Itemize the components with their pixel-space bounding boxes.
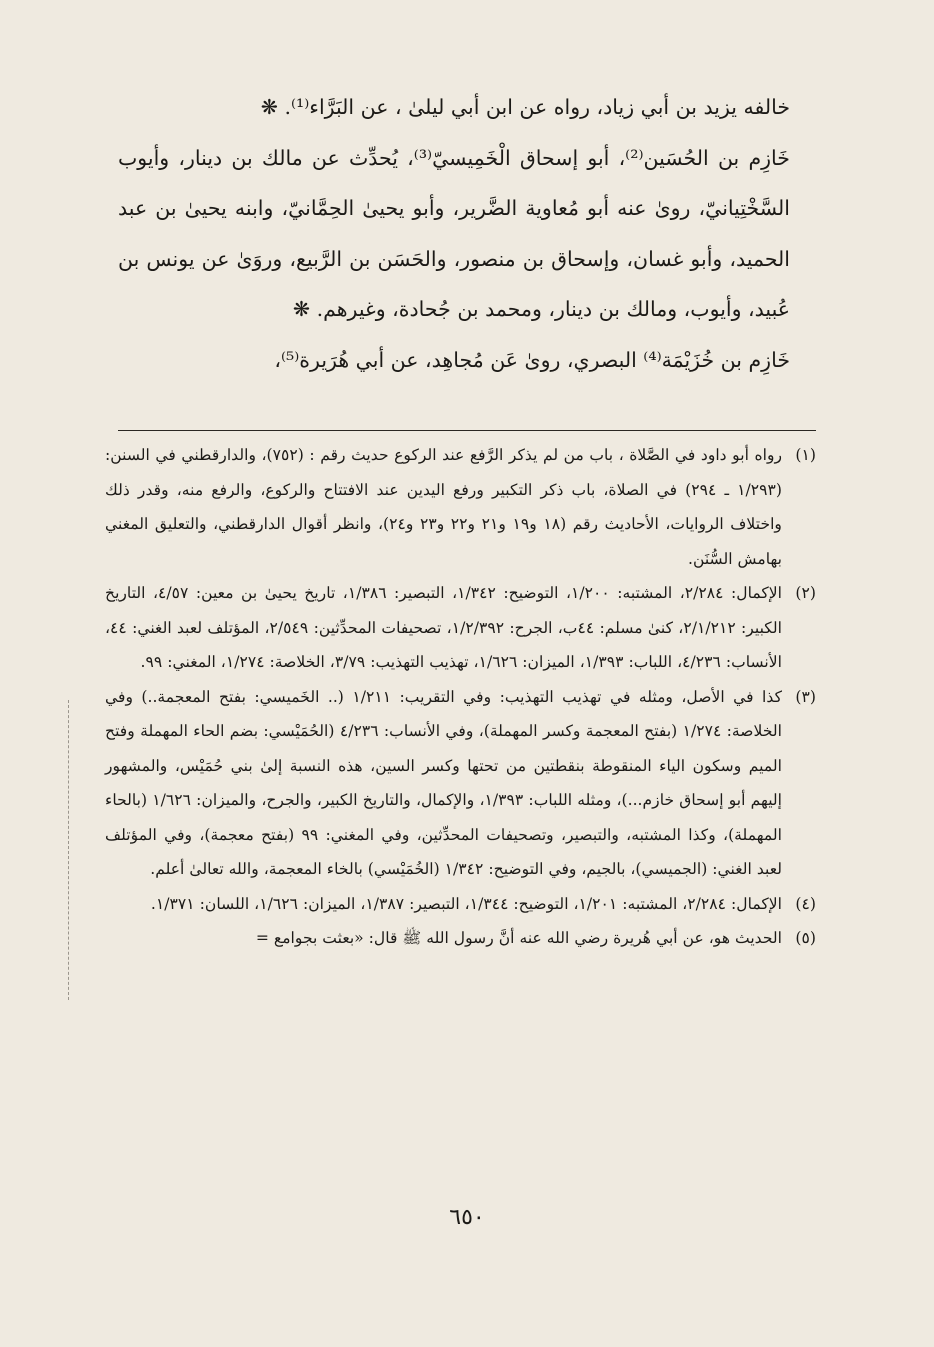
scan-margin-mark bbox=[68, 700, 69, 1000]
footnote-number: (٥) bbox=[795, 929, 816, 947]
footnote-4 bbox=[105, 887, 816, 922]
footnote-separator bbox=[118, 430, 816, 431]
main-text-paragraph-2: خَازِم بن الحُسَين⁽²⁾، أبو إسحاق الْخَمِيسيّ⁽³⁾، يُحدِّث عن مالك بن دينار، وأيوب السَّخْتِيانيّ، روىٰ عنه أبو مُعاوية الضَّرير، وأبو يحيىٰ الحِمَّانيّ، وابنه يحيىٰ بن عبد الحميد، وأبو غسان، وإسحاق بن منصور، والحَسَن بن الرَّبيع، وروَىٰ عن يونس بن عُبيد، وأيوب، ومالك بن دينار، ومحمد بن جُحادة، وغيرهم. ❋ bbox=[118, 145, 790, 321]
footnote-5 bbox=[105, 921, 816, 956]
footnotes bbox=[105, 438, 816, 956]
footnote-text: الإكمال: ٢/٢٨٤، المشتبه: ١/٢٠١، التوضيح: ١/٣٤٤، التبصير: ١/٣٨٧، الميزان: ١/٦٢٦، اللسان: ١/٣٧١. bbox=[150, 894, 782, 913]
footnote-number: (٢) bbox=[795, 584, 816, 602]
footnote-number: (٤) bbox=[795, 894, 816, 913]
footnote-1 bbox=[105, 438, 816, 576]
footnote-text: كذا في الأصل، ومثله في تهذيب التهذيب: وفي التقريب: ١/٢١١ (.. الخَميسي: بفتح المعجمة..) وفي الخلاصة: ١/٢٧٤ (بفتح المعجمة وكسر المهملة)، وفي الأنساب: ٤/٢٣٦ (الحُمَيْسي: بضم الحاء المهملة وفتح الميم وسكون الياء المنقوطة بنقطتين من تحتها وكسر السين، هذه النسبة إلىٰ بني حُمَيْس، والمشهور إليهم أبو إسحاق خازم...)، ومثله اللباب: ١/٣٩٣، والإكمال، والتاريخ الكبير، والجرح، والميزان: ١/٦٢٦ (بالحاء المهملة)، وكذا المشتبه، والتبصير، وتصحيفات المحدِّثين، وفي المغني: ٩٩ (بفتح معجمة)، وفي المؤتلف لعبد الغني: (الجميسي)، بالجيم، وفي التوضيح: ١/٣٤٢ (الخُمَيْسي) بالخاء المعجمة، والله تعالىٰ أعلم. bbox=[105, 687, 783, 878]
footnote-number: (١) bbox=[795, 446, 816, 464]
footnote-text: رواه أبو داود في الصَّلاة ، باب من لم يذكر الرَّفع عند الركوع حديث رقم : (٧٥٢)، والدارقطني في السنن: (١/٢٩٣ ـ ٢٩٤) في الصلاة، باب ذكر التكبير ورفع اليدين عند الافتتاح والركوع، والرفع منه، وقدر ذلك واختلاف الروايات، الأحاديث رقم (١٨ و١٩ و٢١ و٢٢ و٢٣ و٢٤)، وانظر أقوال الدارقطني، والتعليق المغني بهامش السُّنَن. bbox=[105, 446, 783, 568]
footnote-3 bbox=[105, 680, 816, 887]
footnote-text: الإكمال: ٢/٢٨٤، المشتبه: ١/٢٠٠، التوضيح: ١/٣٤٢، التبصير: ١/٣٨٦، تاريخ يحيىٰ بن معين: ٤/٥٧، التاريخ الكبير: ٢/١/٢١٢، كنىٰ مسلم: ٤٤ب، الجرح: ١/٢/٣٩٢، تصحيفات المحدِّثين: ٢/٥٤٩، المؤتلف لعبد الغني: ٤٤، الأنساب: ٤/٢٣٦، اللباب: ١/٣٩٣، الميزان: ١/٦٢٦، تهذيب التهذيب: ٣/٧٩، الخلاصة: ١/٢٧٤، المغني: ٩٩. bbox=[105, 584, 783, 671]
main-text bbox=[118, 82, 816, 385]
footnote-number: (٣) bbox=[795, 687, 816, 706]
footnote-text: الحديث هو، عن أبي هُريرة رضي الله عنه أنَّ رسول الله ﷺ قال: «بعثت بجوامع = bbox=[255, 929, 782, 947]
footnote-2 bbox=[105, 576, 816, 680]
page-number: ٦٥٠ bbox=[449, 1205, 485, 1230]
main-text-line-1: خالفه يزيد بن أبي زياد، رواه عن ابن أبي ليلىٰ ، عن البَرَّاء⁽¹⁾. ❋ bbox=[260, 95, 790, 119]
main-text-paragraph-3: خَازِم بن خُزَيْمَة⁽⁴⁾ البصري، روىٰ عَن مُجاهِد، عن أبي هُرَيرة⁽⁵⁾، bbox=[274, 347, 790, 372]
